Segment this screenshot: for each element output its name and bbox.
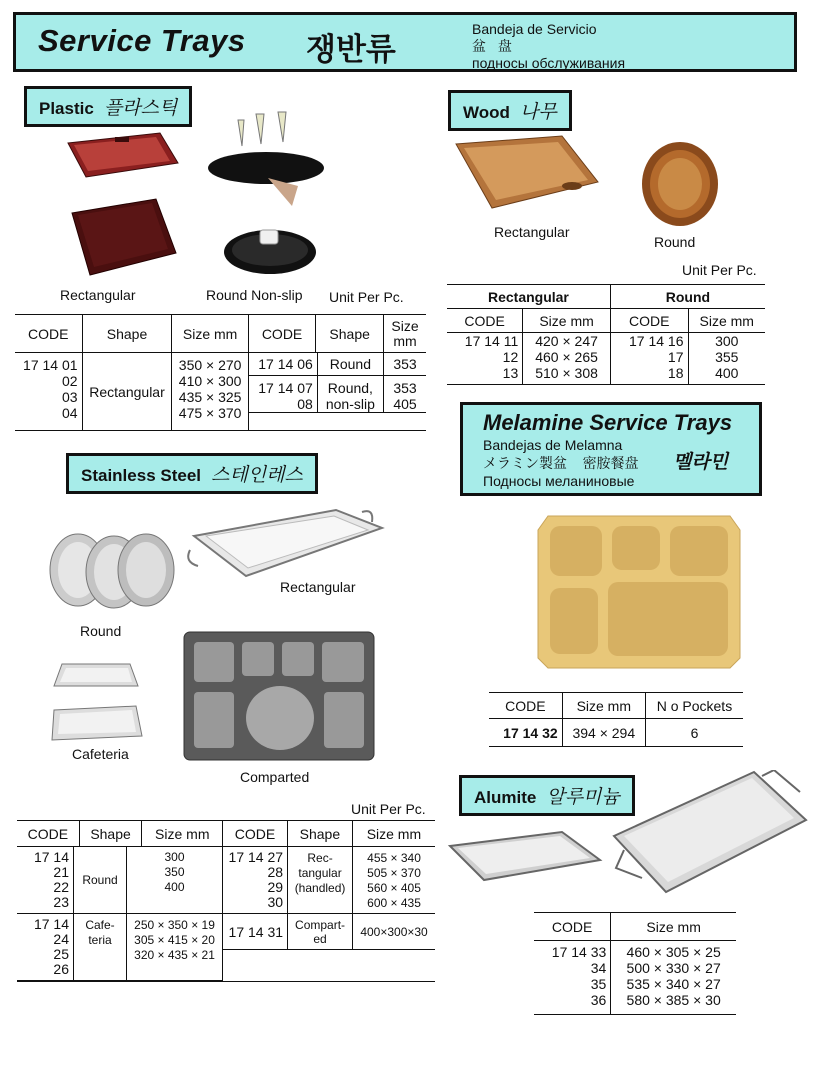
title-zh: 盆 盘: [472, 38, 516, 54]
melamine-table: [489, 692, 743, 747]
wood-table: [447, 284, 765, 385]
round-sizes: [127, 847, 223, 914]
stainless-table: [17, 820, 435, 982]
code-cell: 18: [667, 365, 684, 381]
alumite-trays-image: [444, 770, 810, 900]
round-codes: [17, 847, 74, 914]
pockets-cell: 6: [645, 719, 743, 747]
code-cell: 35: [590, 976, 607, 992]
plastic-right-block: [248, 353, 426, 431]
wood-cap-rect: Rectangular: [494, 224, 570, 240]
size-cell: 460 × 265: [535, 349, 598, 365]
col-code: CODE: [610, 309, 688, 333]
plastic-round-tray-image: [208, 100, 328, 280]
melamine-banner: [460, 402, 762, 496]
size-cell: 400: [164, 880, 185, 894]
stainless-unit: Unit Per Pc.: [351, 801, 426, 817]
size-cell: 435 × 325: [178, 389, 242, 405]
page-title-ko: 쟁반류: [306, 32, 396, 67]
shape-cell: Rec-: [307, 851, 333, 865]
alumite-label-en: Alumite: [474, 788, 537, 807]
melamine-ja: メラミン製盆: [483, 455, 567, 471]
code-cell: 17 14 07: [258, 379, 313, 396]
size-cell-group: [384, 375, 427, 412]
page-header: [13, 12, 797, 72]
plastic-trays-image: [60, 125, 180, 285]
wood-rect-tray-image: [452, 134, 602, 224]
col-code: CODE: [17, 821, 79, 847]
col-size: Size mm: [688, 309, 765, 333]
col-code: CODE: [248, 315, 316, 353]
rect-sizes: [353, 847, 435, 914]
size-cell: 420 × 247: [535, 333, 598, 349]
wood-unit: Unit Per Pc.: [682, 262, 757, 278]
size-cell: 600 × 435: [367, 896, 421, 910]
plastic-table: [15, 314, 426, 431]
code-cell: 17 14 33: [551, 944, 607, 960]
code-cell: 17 14 31: [223, 914, 288, 950]
size-cell: 300: [164, 850, 185, 864]
size-cell: 500 × 330 × 27: [626, 960, 721, 976]
melamine-tray-image: [534, 510, 744, 672]
wood-round-tray-image: [640, 140, 722, 228]
plastic-cap-round: Round Non-slip: [206, 287, 303, 303]
code-cell: 22: [53, 879, 69, 895]
stainless-round-trays-image: [48, 528, 176, 610]
alumite-sizes: [611, 941, 736, 1015]
col-size: Size mm: [172, 315, 248, 353]
size-cell: 475 × 370: [178, 405, 242, 421]
cafe-shape: [74, 914, 127, 981]
col-size: Size mm: [611, 913, 736, 941]
size-cell: 250 × 350 × 19: [134, 918, 215, 932]
stainless-cap-comp: Comparted: [240, 769, 310, 785]
size-cell: 410 × 300: [178, 373, 242, 389]
melamine-es: Bandejas de Melamna: [483, 437, 623, 453]
col-pockets: N o Pockets: [645, 693, 743, 719]
code-cell: 17 14 06: [249, 353, 318, 375]
code-cell: 17 14 01: [23, 357, 78, 373]
shape-cell: Round: [317, 353, 383, 375]
col-shape: Shape: [82, 315, 172, 353]
size-cell: 460 × 305 × 25: [626, 944, 721, 960]
wood-group-rect: Rectangular: [447, 285, 610, 309]
code-cell: 26: [53, 961, 69, 977]
col-code: CODE: [223, 821, 288, 847]
code-cell: 17: [667, 349, 684, 365]
wood-rect-codes: [447, 333, 523, 385]
col-shape: Shape: [287, 821, 352, 847]
cafe-sizes: [127, 914, 223, 981]
size-cell: 353: [393, 379, 417, 396]
wood-round-codes: [610, 333, 688, 385]
stainless-rect-tray-image: [186, 506, 386, 582]
col-size: Size mm: [352, 821, 435, 847]
shape-cell: (handled): [294, 881, 346, 895]
melamine-ja-zh: [483, 454, 639, 472]
code-cell: 17 14 27: [228, 849, 284, 865]
col-size: Size mm: [384, 315, 427, 353]
shape-cell: tangular: [298, 866, 342, 880]
code-cell: 12: [502, 349, 519, 365]
size-cell: 405: [393, 395, 417, 412]
code-cell: 25: [53, 946, 69, 962]
stainless-label: [66, 453, 318, 494]
code-cell: 28: [267, 864, 284, 880]
wood-label-en: Wood: [463, 103, 510, 122]
melamine-zh: 密胺餐盘: [582, 455, 639, 471]
plastic-cap-rect: Rectangular: [60, 287, 136, 303]
code-cell: 30: [267, 894, 284, 910]
size-cell: 353: [384, 353, 427, 375]
size-cell: 320 × 435 × 21: [134, 948, 215, 962]
melamine-alt: [483, 436, 639, 490]
alumite-table: [534, 912, 736, 1015]
wood-label: [448, 90, 572, 131]
size-cell: 394 × 294: [562, 719, 645, 747]
code-cell: 13: [502, 365, 519, 381]
code-cell: 02: [61, 373, 78, 389]
code-cell: 17 14 21: [33, 849, 69, 880]
stainless-left-block: [17, 847, 223, 982]
stainless-cafeteria-trays-image: [50, 660, 146, 744]
size-cell: 300: [715, 333, 739, 349]
stainless-label-en: Stainless Steel: [81, 466, 202, 485]
code-cell: 17 14 16: [629, 333, 684, 349]
code-cell: 08: [297, 395, 313, 412]
shape-cell: ed: [313, 931, 327, 946]
cafe-codes: [17, 914, 74, 981]
shape-cell: non-slip: [325, 395, 375, 412]
wood-cap-round: Round: [654, 234, 696, 250]
shape-cell: Round: [74, 847, 127, 914]
code-cell: 17 14 24: [33, 916, 69, 947]
plastic-label-en: Plastic: [39, 99, 94, 118]
stainless-cap-round: Round: [80, 623, 122, 639]
alumite-codes: [534, 941, 611, 1015]
col-shape: Shape: [316, 315, 384, 353]
rect-codes: [223, 847, 288, 914]
wood-group-round: Round: [610, 285, 765, 309]
code-cell-group: [249, 375, 318, 412]
title-es: Bandeja de Servicio: [472, 21, 597, 37]
col-size: Size mm: [523, 309, 611, 333]
col-shape: Shape: [79, 821, 142, 847]
code-cell: 36: [590, 992, 607, 1008]
stainless-label-ko: 스테인레스: [211, 465, 303, 486]
code-cell: 23: [53, 894, 69, 910]
size-cell: 505 × 370: [367, 866, 421, 880]
stainless-right-block: [223, 847, 435, 982]
size-cell: 400: [715, 365, 739, 381]
melamine-ru: Подносы меланиновые: [483, 473, 635, 489]
page-title: Service Trays: [38, 23, 246, 58]
size-cell: 305 × 415 × 20: [134, 933, 215, 947]
code-cell: 04: [61, 405, 78, 421]
size-cell: 510 × 308: [535, 365, 598, 381]
col-code: CODE: [447, 309, 523, 333]
shape-cell: teria: [88, 933, 112, 947]
stainless-cap-cafe: Cafeteria: [72, 746, 129, 762]
col-size: Size mm: [142, 821, 223, 847]
plastic-codes-1: [15, 353, 82, 431]
code-cell: 17 14 32: [489, 719, 562, 747]
col-code: CODE: [489, 693, 562, 719]
stainless-comparted-tray-image: [182, 630, 378, 764]
wood-round-sizes: [688, 333, 765, 385]
plastic-label-ko: 플라스틱: [103, 98, 178, 119]
alumite-label-ko: 알루미늄: [546, 787, 620, 808]
page-title-alt: [472, 21, 625, 72]
size-cell: 580 × 385 × 30: [626, 992, 721, 1008]
shape-cell: Round,: [327, 379, 373, 396]
col-size: Size mm: [562, 693, 645, 719]
code-cell: 29: [267, 879, 284, 895]
plastic-sizes-1: [172, 353, 248, 431]
wood-rect-sizes: [523, 333, 611, 385]
size-cell: 400×300×30: [353, 914, 435, 950]
plastic-shape-1: Rectangular: [82, 353, 172, 431]
shape-cell-group: [317, 375, 383, 412]
shape-cell: Cafe-: [85, 918, 115, 932]
plastic-label: [24, 86, 192, 127]
stainless-cap-rect: Rectangular: [280, 579, 356, 595]
code-cell: 03: [61, 389, 78, 405]
col-code: CODE: [534, 913, 611, 941]
size-cell: 560 × 405: [367, 881, 421, 895]
melamine-title: Melamine Service Trays: [483, 410, 733, 435]
size-cell: 455 × 340: [367, 851, 421, 865]
comp-shape: [288, 914, 353, 950]
size-cell: 350: [164, 865, 185, 879]
size-cell: 350 × 270: [178, 357, 242, 373]
wood-label-ko: 나무: [519, 102, 557, 123]
plastic-unit: Unit Per Pc.: [329, 289, 404, 305]
code-cell: 17 14 11: [464, 333, 519, 349]
size-cell: 355: [715, 349, 739, 365]
melamine-ko: 멜라민: [673, 452, 729, 473]
title-ru: подносы обслуживания: [472, 55, 626, 71]
col-code: CODE: [15, 315, 82, 353]
size-cell: 535 × 340 × 27: [626, 976, 721, 992]
shape-cell: Compart-: [295, 917, 346, 932]
rect-shape: [288, 847, 353, 914]
code-cell: 34: [590, 960, 607, 976]
